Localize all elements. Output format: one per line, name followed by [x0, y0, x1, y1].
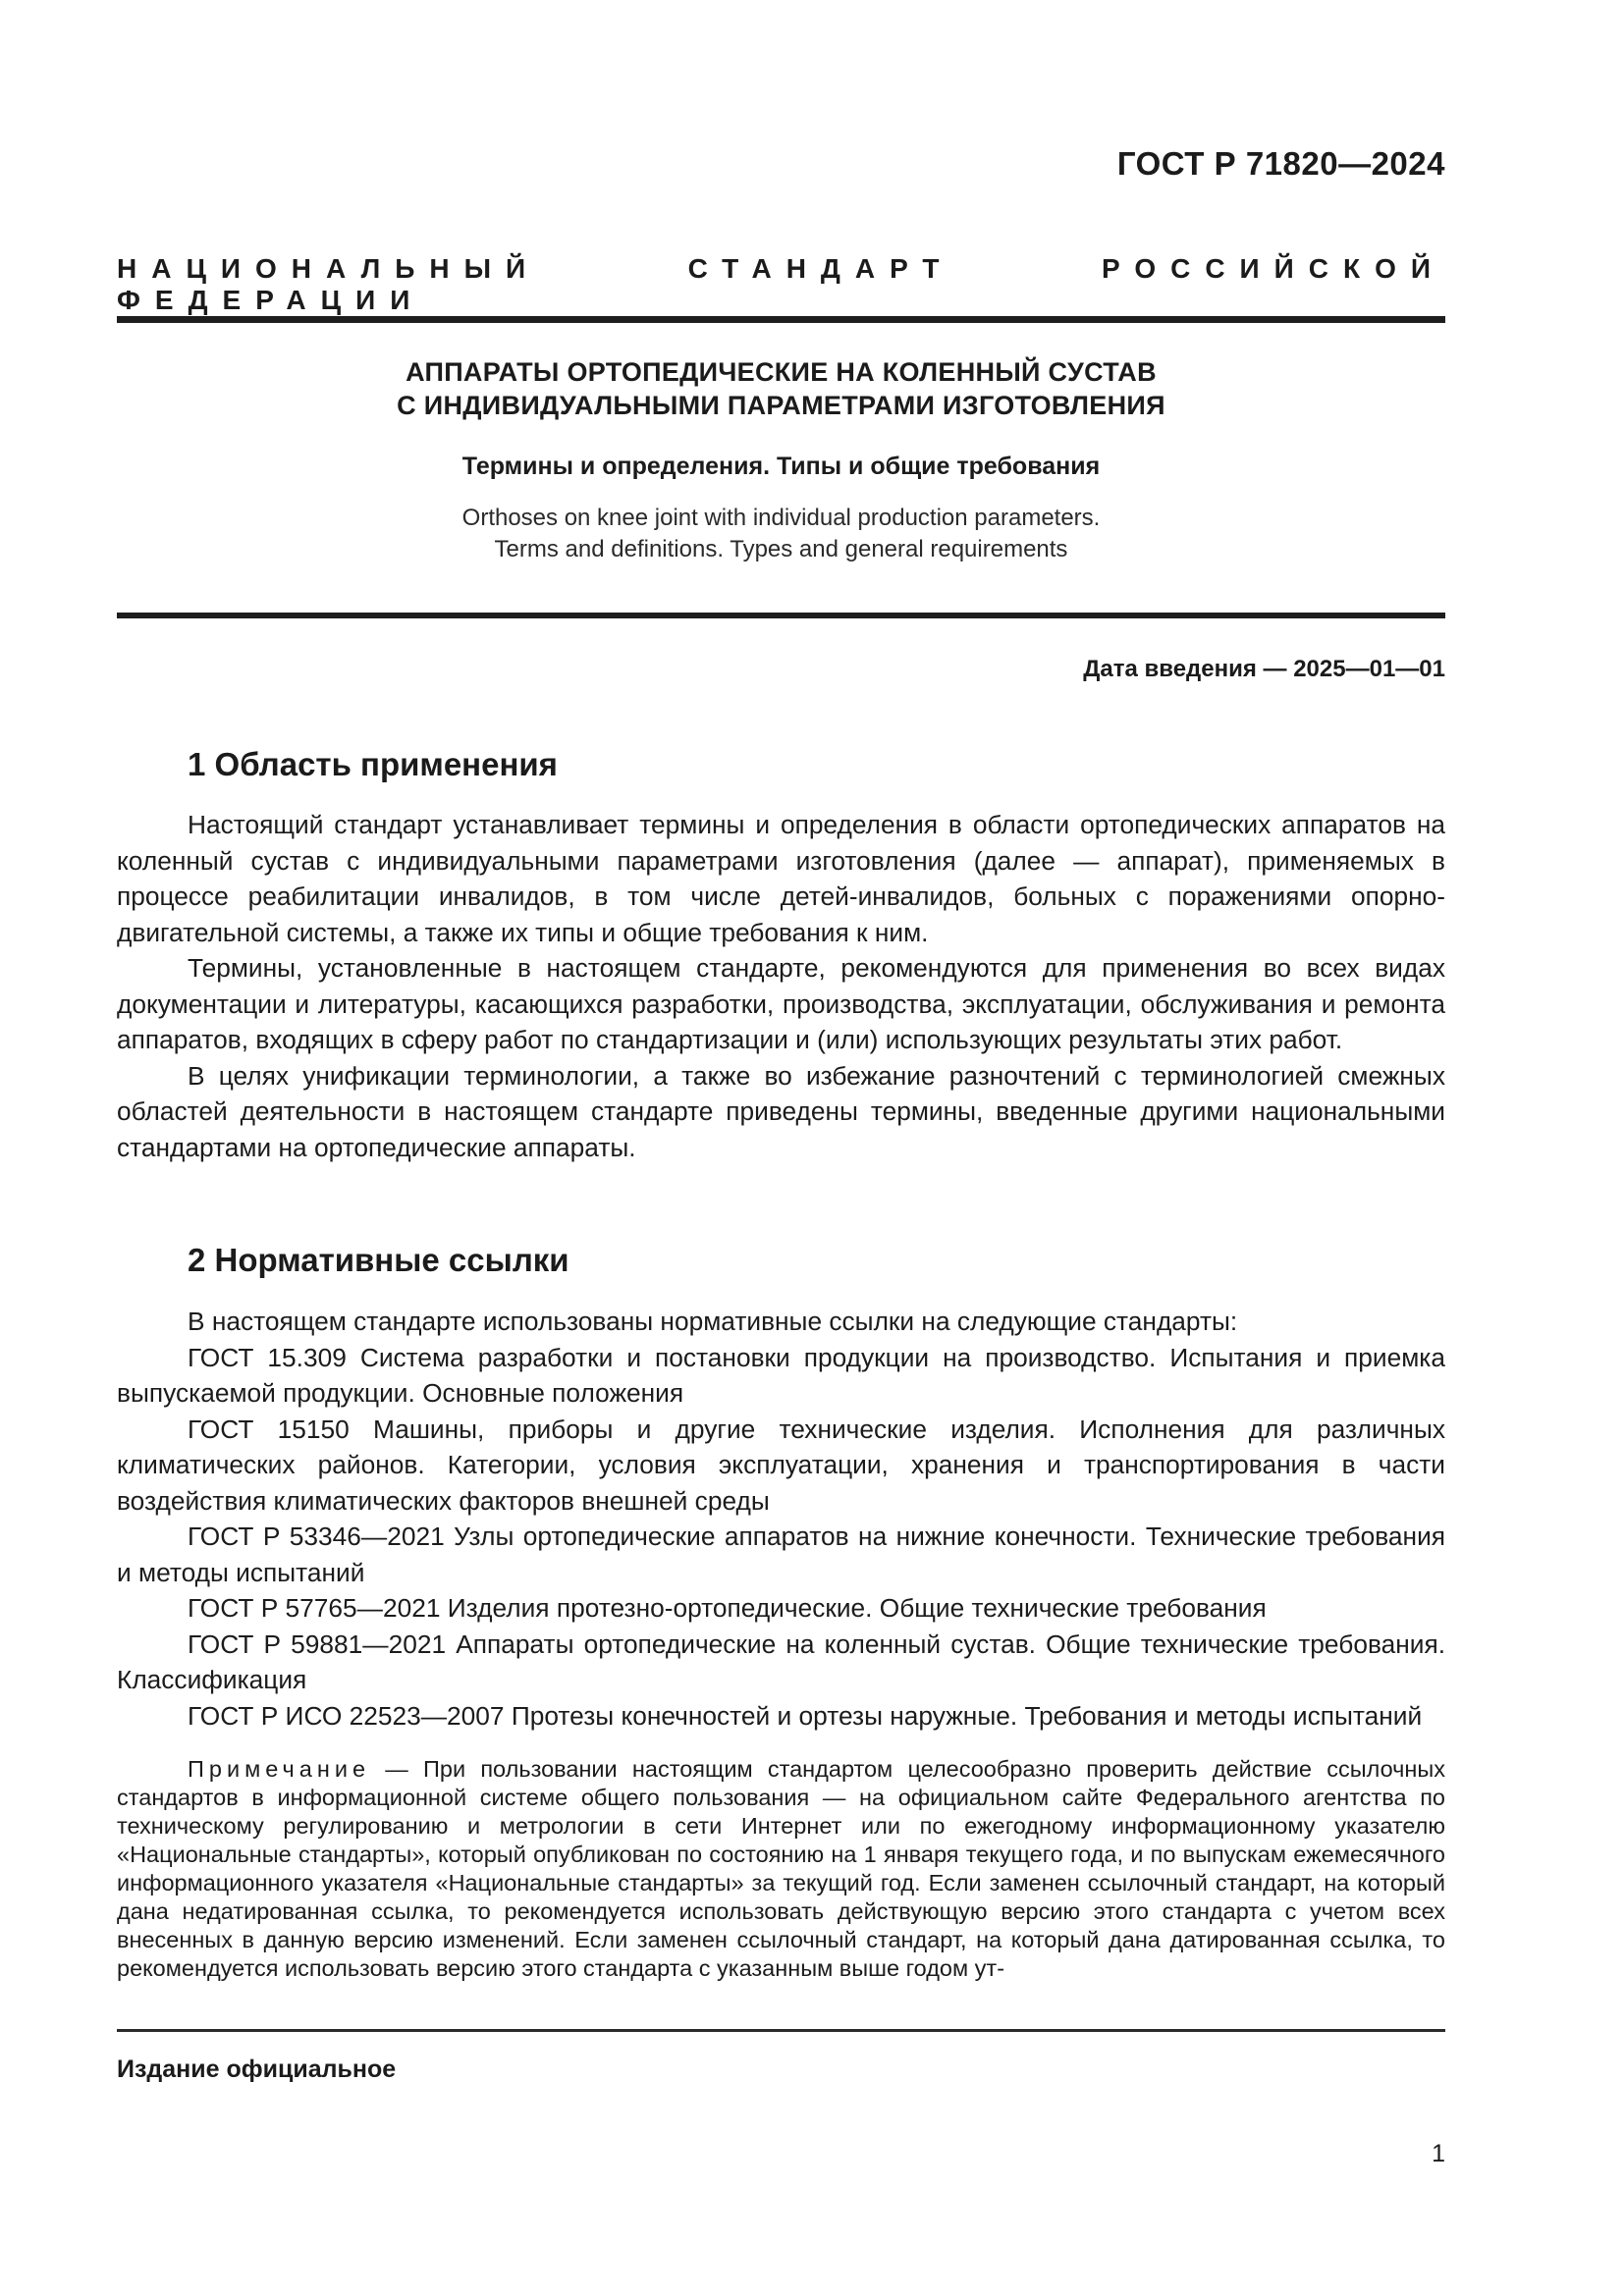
page-number: 1: [1432, 2140, 1445, 2167]
document-page: [117, 0, 1445, 2296]
document-id: ГОСТ Р 71820—2024: [1116, 145, 1445, 182]
national-standard-banner: НАЦИОНАЛЬНЫЙ СТАНДАРТ РОССИЙСКОЙ ФЕДЕРАЦИИ: [117, 253, 1445, 315]
footer-divider: [117, 2029, 1445, 2032]
paragraph: В настоящем стандарте использованы нормативные ссылки на следующие стандарты:: [188, 1307, 1238, 1336]
english-title: [117, 503, 1445, 565]
introduction-date: Дата введения — 2025—01—01: [1083, 656, 1445, 682]
reference-item: ГОСТ Р 57765—2021 Изделия протезно-ортопедические. Общие технические требования: [188, 1593, 1267, 1623]
reference-item: ГОСТ Р ИСО 22523—2007 Протезы конечностей и ортезы наружные. Требования и методы испытаний: [188, 1700, 1423, 1731]
edition-label: Издание официальное: [117, 2056, 397, 2083]
note-text: — При пользовании настоящим стандартом целесообразно проверить действие ссылочных стандартов в информационной системе общего пользования — на официальном сайте Федерального агентства по техническому регулированию и метрологии в сети Интернет или по ежегодному информационному указателю «Национальные стандарты», который опубликован по состоянию на 1 января текущего года, и по выпускам ежемесячного информационного указателя «Национальные стандарты» за текущий год. Если заменен ссылочный стандарт, на который дана недатированная ссылка, то рекомендуется использовать действующую версию этого стандарта с учетом всех внесенных в данную версию изменений. Если заменен ссылочный стандарт, на который дана датированная ссылка, то рекомендуется использовать версию этого стандарта с указанным выше годом ут-: [117, 1756, 1445, 1981]
reference-item: ГОСТ 15150 Машины, приборы и другие технические изделия. Исполнения для различных климатических районов. Категории, условия эксплуатации, хранения и транспортирования в части воздействия климатических факторов внешней среды: [117, 1414, 1445, 1516]
header-divider: [117, 316, 1445, 323]
reference-item: ГОСТ Р 53346—2021 Узлы ортопедические аппаратов на нижние конечности. Технические требования и методы испытаний: [117, 1522, 1445, 1587]
reference-item: ГОСТ 15.309 Система разработки и постановки продукции на производство. Испытания и приемка выпускаемой продукции. Основные положения: [117, 1342, 1445, 1408]
subtitle: Термины и определения. Типы и общие требования: [461, 453, 1101, 480]
paragraph: Термины, установленные в настоящем стандарте, рекомендуются для применения во всех видах документации и литературы, касающихся разработки, производства, эксплуатации, обслуживания и ремонта аппаратов, входящих в сферу работ по стандартизации и (или) использующих результаты этих работ.: [117, 953, 1445, 1054]
section-1-heading: 1 Область применения: [188, 746, 558, 782]
section-2-heading: 2 Нормативные ссылки: [188, 1242, 569, 1278]
section-1-body: [117, 807, 1445, 1165]
note-label: Примечание: [188, 1756, 371, 1782]
note: [117, 1755, 1445, 1983]
title-divider: [117, 613, 1445, 618]
english-title-line-1: Orthoses on knee joint with individual production parameters.: [461, 505, 1101, 531]
english-title-line-2: Terms and definitions. Types and general requirements: [494, 536, 1068, 562]
title-block: [117, 355, 1445, 565]
title-line-1: АППАРАТЫ ОРТОПЕДИЧЕСКИЕ НА КОЛЕННЫЙ СУСТАВ: [406, 357, 1157, 387]
section-2-body: [117, 1304, 1445, 1734]
paragraph: В целях унификации терминологии, а также во избежание разночтений с терминологией смежных областей деятельности в настоящем стандарте приведены термины, введенные другими национальными стандартами на ортопедические аппараты.: [117, 1060, 1445, 1162]
reference-item: ГОСТ Р 59881—2021 Аппараты ортопедические на коленный сустав. Общие технические требования. Классификация: [117, 1629, 1445, 1694]
title-line-2: С ИНДИВИДУАЛЬНЫМИ ПАРАМЕТРАМИ ИЗГОТОВЛЕНИЯ: [397, 391, 1165, 420]
paragraph: Настоящий стандарт устанавливает термины и определения в области ортопедических аппаратов на коленный сустав с индивидуальными параметрами изготовления (далее — аппарат), применяемых в процессе реабилитации инвалидов, в том числе детей-инвалидов, больных с поражениями опорно-двигательной системы, а также их типы и общие требования к ним.: [117, 810, 1445, 947]
